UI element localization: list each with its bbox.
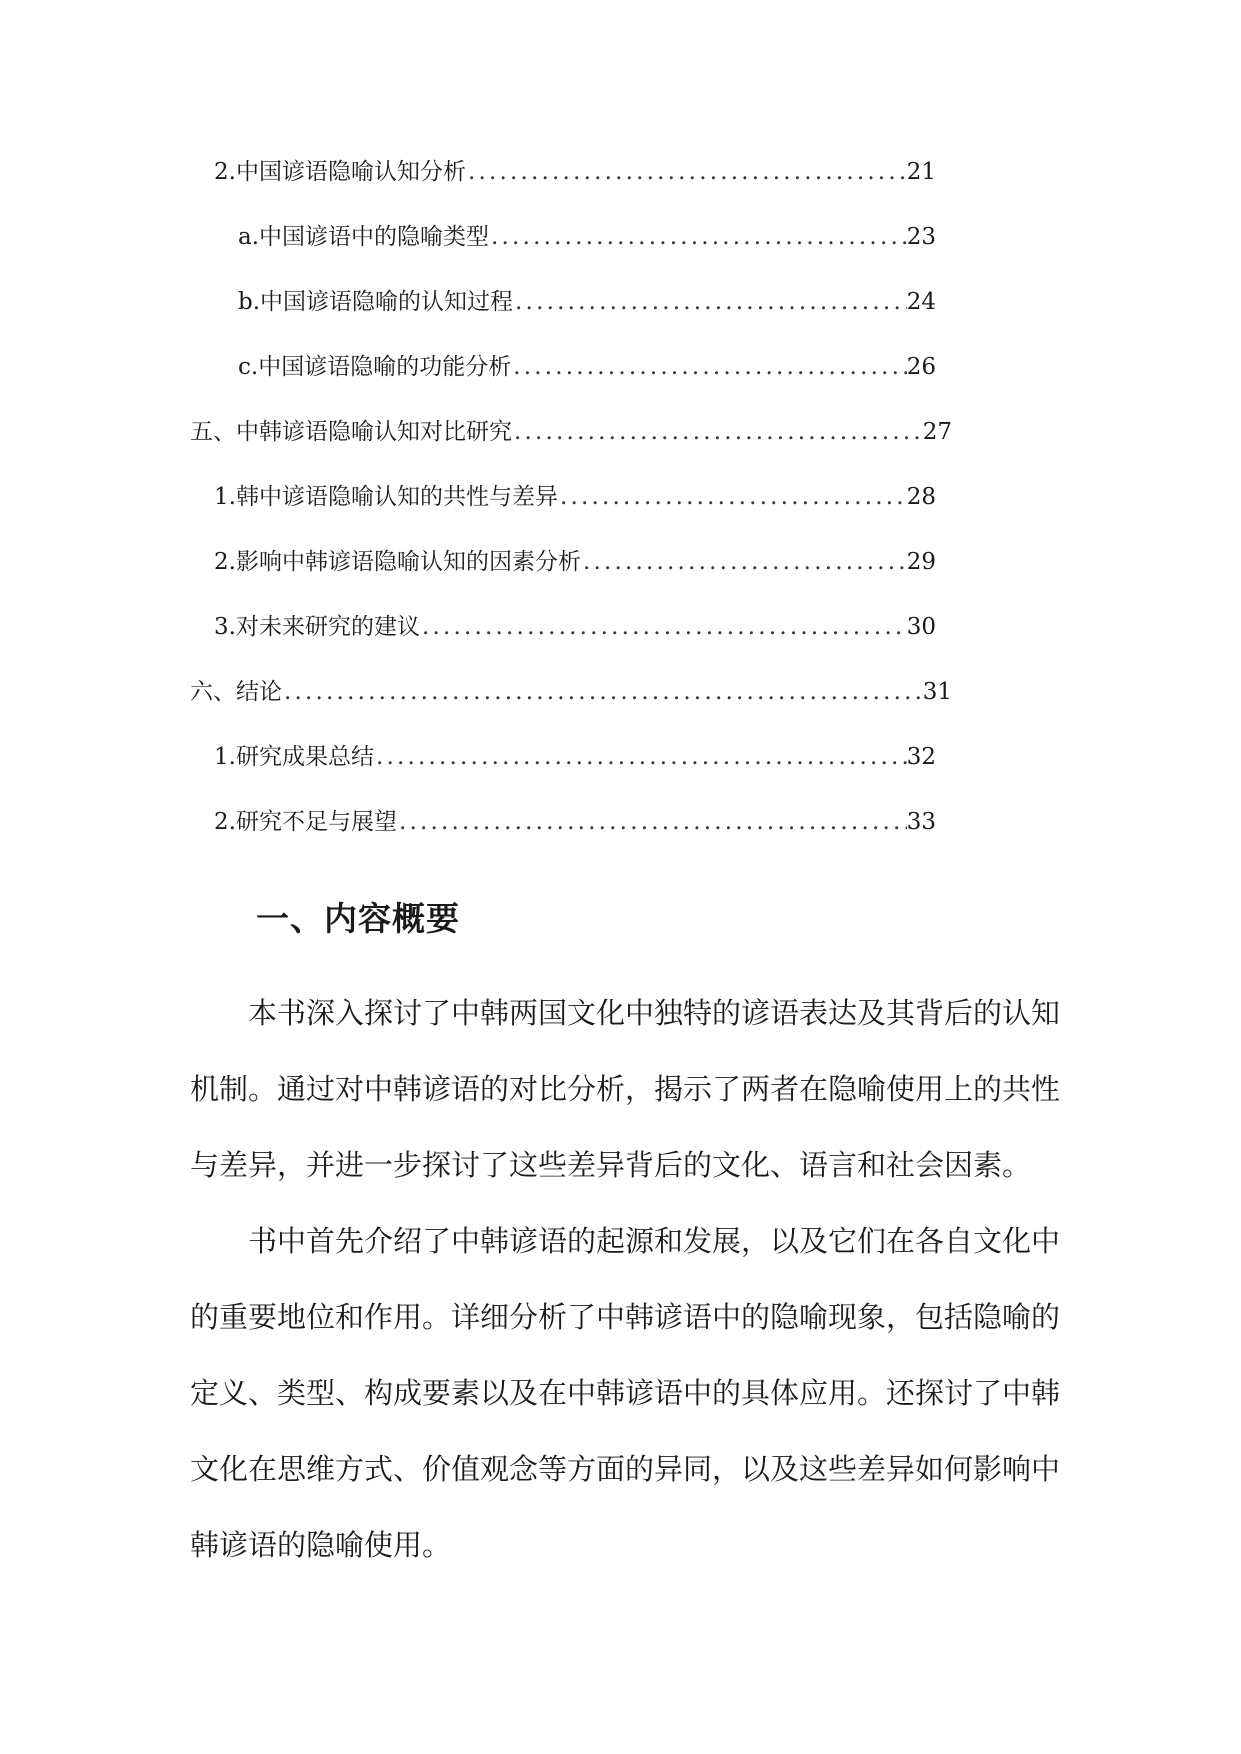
section-heading: 一、内容概要 <box>256 899 460 938</box>
toc-leader-dots <box>374 744 907 770</box>
toc-entry[interactable] <box>238 283 936 316</box>
toc-entry-title: 韩中谚语隐喻认知的共性与差异 <box>235 484 558 510</box>
toc-entry-title: 中国谚语隐喻的认知过程 <box>260 289 514 315</box>
toc-leader-dots <box>282 679 923 705</box>
toc-leader-dots <box>489 224 907 250</box>
toc-entry-title: 对未来研究的建议 <box>235 614 420 640</box>
toc-entry[interactable] <box>238 218 936 251</box>
toc-entry[interactable] <box>190 413 952 446</box>
body-paragraph: 书中首先介绍了中韩谚语的起源和发展，以及它们在各自文化中的重要地位和作用。详细分析了中韩谚语中的隐喻现象，包括隐喻的定义、类型、构成要素以及在中韩谚语中的具体应用。还探讨了中韩文化在思维方式、价值观念等方面的异同，以及这些差异如何影响中韩谚语的隐喻使用。 <box>190 1224 1061 1562</box>
toc-entry-number: 3. <box>214 614 236 640</box>
toc-entry[interactable] <box>190 673 952 706</box>
toc-entry[interactable] <box>214 803 936 836</box>
toc-entry-number: 1. <box>214 484 236 510</box>
toc-leader-dots <box>420 614 907 640</box>
toc-entry-number: 2. <box>214 809 236 835</box>
toc-entry-number: a. <box>238 224 260 250</box>
toc-leader-dots <box>511 354 907 380</box>
toc-entry-page: 27 <box>922 419 952 445</box>
section-body <box>190 975 1060 1583</box>
toc-entry-page: 24 <box>906 289 936 315</box>
toc-entry-page: 28 <box>906 484 936 510</box>
toc-leader-dots <box>397 809 907 835</box>
toc-entry-title: 五、中韩谚语隐喻认知对比研究 <box>190 419 512 445</box>
toc-entry-page: 30 <box>906 614 936 640</box>
toc-entry-number: c. <box>238 354 259 380</box>
toc-entry[interactable] <box>214 738 936 771</box>
toc-entry-title: 中国谚语隐喻的功能分析 <box>258 354 512 380</box>
toc-entry[interactable] <box>214 478 936 511</box>
toc-entry-title: 研究不足与展望 <box>235 809 397 835</box>
toc-entry-number: 1. <box>214 744 236 770</box>
toc-entry-title: 研究成果总结 <box>235 744 374 770</box>
body-paragraph: 本书深入探讨了中韩两国文化中独特的谚语表达及其背后的认知机制。通过对中韩谚语的对比分析，揭示了两者在隐喻使用上的共性与差异，并进一步探讨了这些差异背后的文化、语言和社会因素。 <box>190 996 1061 1182</box>
toc-entry-page: 33 <box>906 809 936 835</box>
toc-entry-title: 中国谚语隐喻认知分析 <box>235 159 466 185</box>
toc-entry[interactable] <box>214 608 936 641</box>
toc-entry[interactable] <box>214 153 936 186</box>
toc-entry-page: 32 <box>906 744 936 770</box>
toc-entry[interactable] <box>238 348 936 381</box>
toc-leader-dots <box>512 419 923 445</box>
toc-entry-number: 2. <box>214 549 236 575</box>
toc-entry-number: b. <box>238 289 261 315</box>
toc-entry-page: 31 <box>922 679 952 705</box>
toc-leader-dots <box>466 159 907 185</box>
toc-entry-title: 中国谚语中的隐喻类型 <box>259 224 490 250</box>
toc-entry-title: 影响中韩谚语隐喻认知的因素分析 <box>235 549 581 575</box>
toc-leader-dots <box>513 289 907 315</box>
toc-entry-title: 六、结论 <box>190 679 282 705</box>
toc-leader-dots <box>558 484 907 510</box>
toc-entry[interactable] <box>214 543 936 576</box>
toc-leader-dots <box>581 549 907 575</box>
toc-entry-page: 26 <box>906 354 936 380</box>
toc-entry-page: 23 <box>906 224 936 250</box>
toc-entry-number: 2. <box>214 159 236 185</box>
toc-entry-page: 21 <box>906 159 936 185</box>
toc-entry-page: 29 <box>906 549 936 575</box>
